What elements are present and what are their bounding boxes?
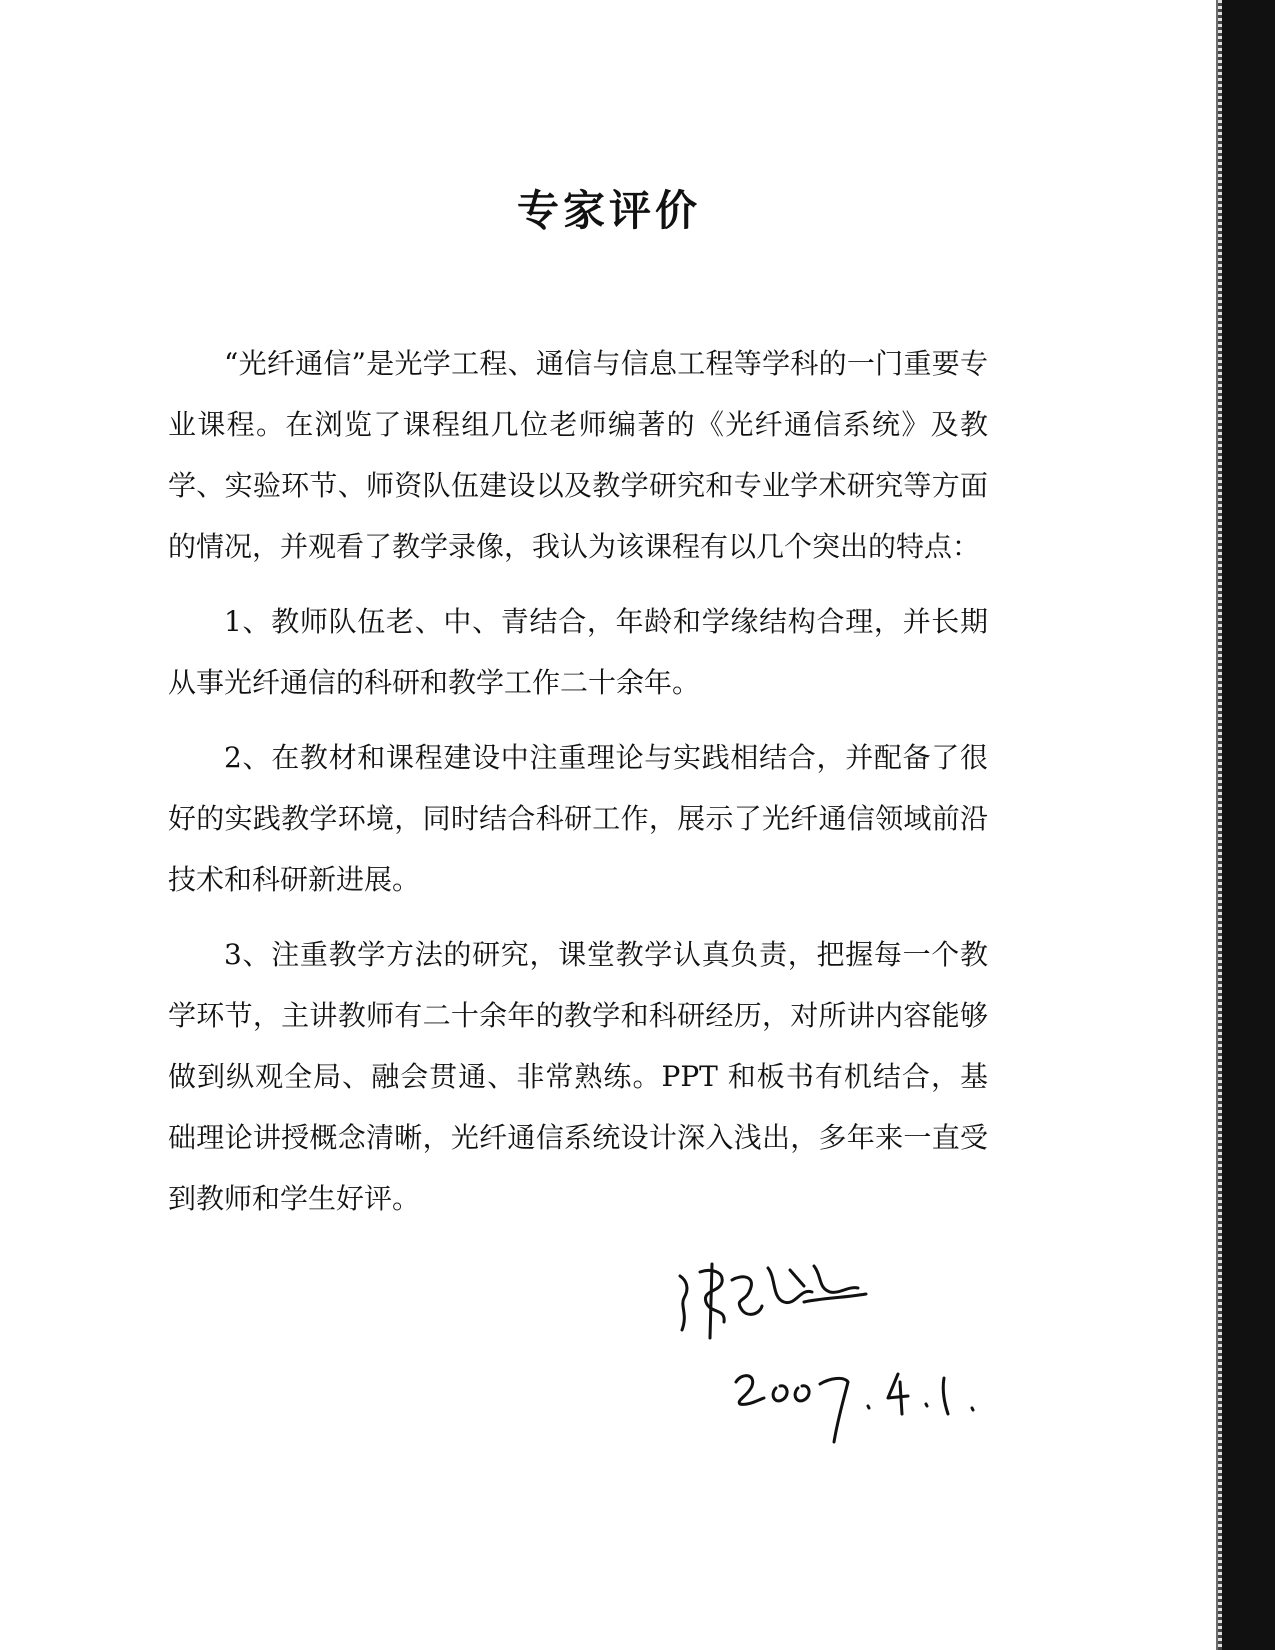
- paragraph-intro: “光纤通信”是光学工程、通信与信息工程等学科的一门重要专业课程。在浏览了课程组几位老师编著的《光纤通信系统》及教学、实验环节、师资队伍建设以及教学研究和专业学术研究等方面的情况，并观看了教学录像，我认为该课程有以几个突出的特点：: [168, 347, 988, 563]
- paragraph-point-2: 2、在教材和课程建设中注重理论与实践相结合，并配备了很好的实践教学环境，同时结合科研工作，展示了光纤通信领域前沿技术和科研新进展。: [168, 741, 988, 896]
- document-body: [168, 333, 988, 1243]
- scan-edge-border: [1216, 0, 1275, 1650]
- handwritten-signature: [672, 1258, 992, 1448]
- paragraph-point-3: 3、注重教学方法的研究，课堂教学认真负责，把握每一个教学环节，主讲教师有二十余年的教学和科研经历，对所讲内容能够做到纵观全局、融会贯通、非常熟练。PPT 和板书有机结合，基础理论讲授概念清晰，光纤通信系统设计深入浅出，多年来一直受到教师和学生好评。: [168, 938, 988, 1215]
- document-title: 专家评价: [516, 186, 701, 235]
- signature-drawing: [672, 1258, 992, 1448]
- paragraph-point-1: 1、教师队伍老、中、青结合，年龄和学缘结构合理，并长期从事光纤通信的科研和教学工作二十余年。: [168, 605, 988, 699]
